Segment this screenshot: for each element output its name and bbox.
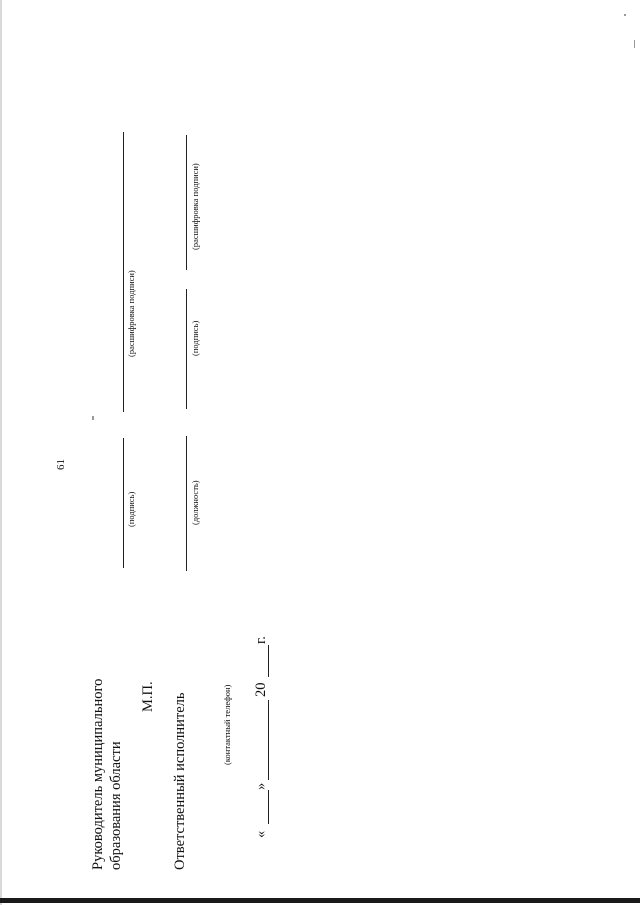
stamp-mark: М.П. <box>140 681 156 712</box>
head-decoding-caption: (расшифровка подписи) <box>126 270 136 357</box>
date-open-quote: « <box>253 830 269 838</box>
date-year-prefix: 20 <box>253 682 269 697</box>
date-close-quote: » <box>253 782 269 790</box>
executor-position-line <box>186 436 187 571</box>
executor-signature-line <box>186 289 187 409</box>
executor-decoding-caption: (расшифровка подписи) <box>190 163 200 250</box>
scan-bottom-edge <box>0 898 640 903</box>
executor-decoding-line <box>186 135 187 270</box>
head-decoding-line <box>123 132 124 412</box>
date-year-line <box>268 645 269 677</box>
head-title-line1: Руководитель муниципального <box>90 678 106 870</box>
date-day-line <box>268 790 269 824</box>
head-title-line2: образования области <box>108 741 124 870</box>
executor-title: Ответственный исполнитель <box>172 692 188 870</box>
date-year-suffix: г. <box>253 636 269 644</box>
scan-speck <box>92 416 94 420</box>
head-signature-caption: (подпись) <box>126 491 136 527</box>
executor-signature-caption: (подпись) <box>190 320 200 356</box>
date-month-line <box>268 700 269 780</box>
phone-caption: (контактный телефон) <box>222 684 232 765</box>
scan-edge <box>0 0 2 905</box>
scan-speck <box>624 14 626 16</box>
page-number: 61 <box>55 459 67 470</box>
executor-position-caption: (должность) <box>190 480 200 525</box>
scan-speck <box>634 40 635 48</box>
head-signature-line <box>123 438 124 568</box>
